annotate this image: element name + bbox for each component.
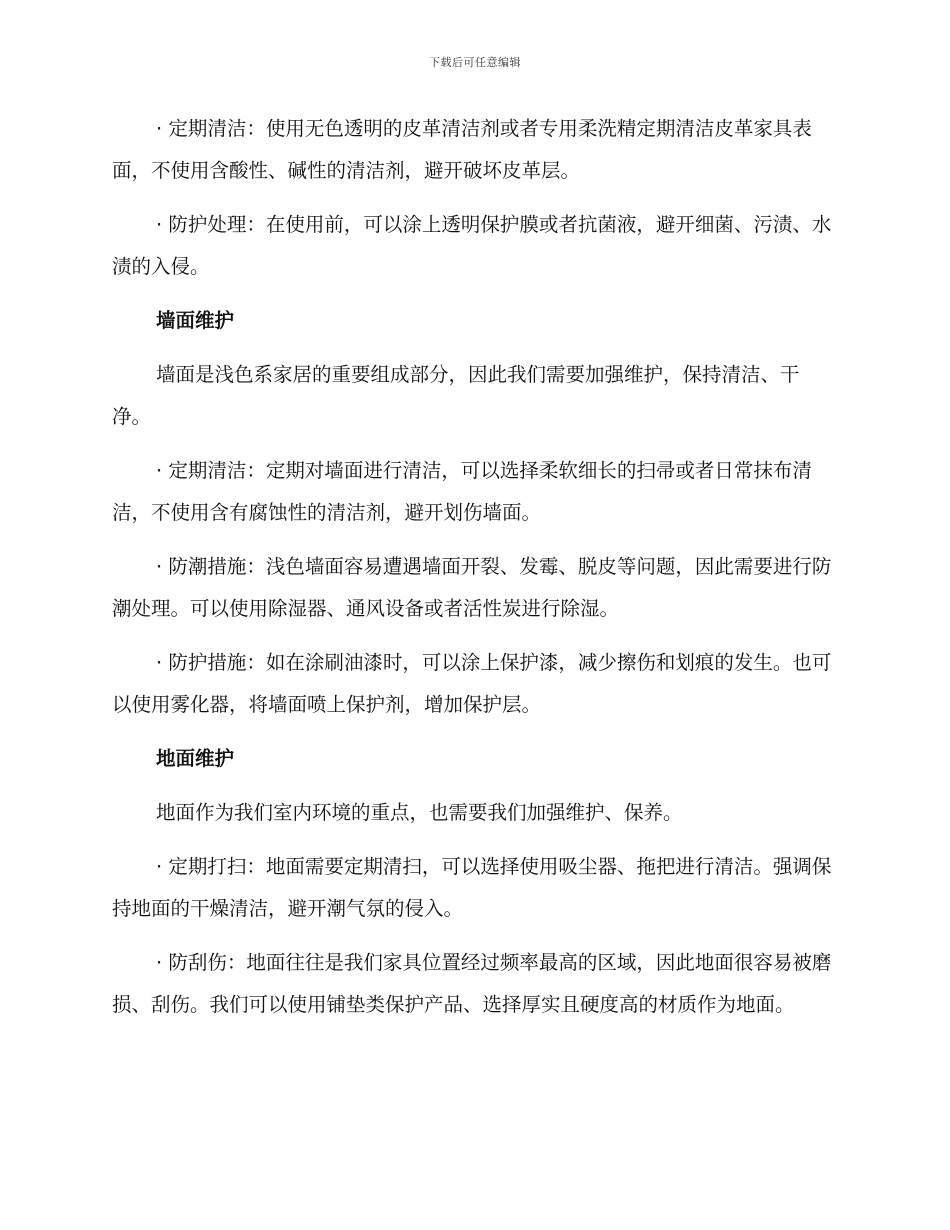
- document-body: [112, 108, 832, 1038]
- paragraph-wall-cleaning: · 定期清洁：定期对墙面进行清洁，可以选择柔软细长的扫帚或者日常抹布清洁，不使用含有腐蚀性的清洁剂，避开划伤墙面。: [112, 459, 812, 524]
- page-header-note: 下载后可任意编辑: [429, 56, 521, 69]
- paragraph-wall-moisture: · 防潮措施：浅色墙面容易遭遇墙面开裂、发霉、脱皮等问题，因此需要进行防潮处理。可以使用除湿器、通风设备或者活性炭进行除湿。: [112, 555, 832, 620]
- paragraph-floor-intro: 地面作为我们室内环境的重点，也需要我们加强维护、保养。: [156, 801, 683, 824]
- section-heading-wall-maintenance: 墙面维护: [156, 309, 235, 332]
- paragraph-wall-protection: · 防护措施：如在涂刷油漆时，可以涂上保护漆，减少擦伤和划痕的发生。也可以使用雾化器，将墙面喷上保护剂，增加保护层。: [112, 651, 832, 716]
- paragraph-wall-intro: 墙面是浅色系家居的重要组成部分，因此我们需要加强维护，保持清洁、干净。: [112, 363, 800, 428]
- paragraph-leather-protection: · 防护处理：在使用前，可以涂上透明保护膜或者抗菌液，避开细菌、污渍、水渍的入侵。: [112, 213, 832, 278]
- paragraph-floor-cleaning: · 定期打扫：地面需要定期清扫，可以选择使用吸尘器、拖把进行清洁。强调保持地面的干燥清洁，避开潮气氛的侵入。: [112, 855, 832, 920]
- paragraph-leather-cleaning: · 定期清洁：使用无色透明的皮革清洁剂或者专用柔洗精定期清洁皮革家具表面，不使用含酸性、碱性的清洁剂，避开破坏皮革层。: [112, 117, 812, 182]
- section-heading-floor-maintenance: 地面维护: [156, 747, 235, 770]
- paragraph-floor-scratch: · 防刮伤：地面往往是我们家具位置经过频率最高的区域，因此地面很容易被磨损、刮伤。我们可以使用铺垫类保护产品、选择厚实且硬度高的材质作为地面。: [112, 951, 832, 1016]
